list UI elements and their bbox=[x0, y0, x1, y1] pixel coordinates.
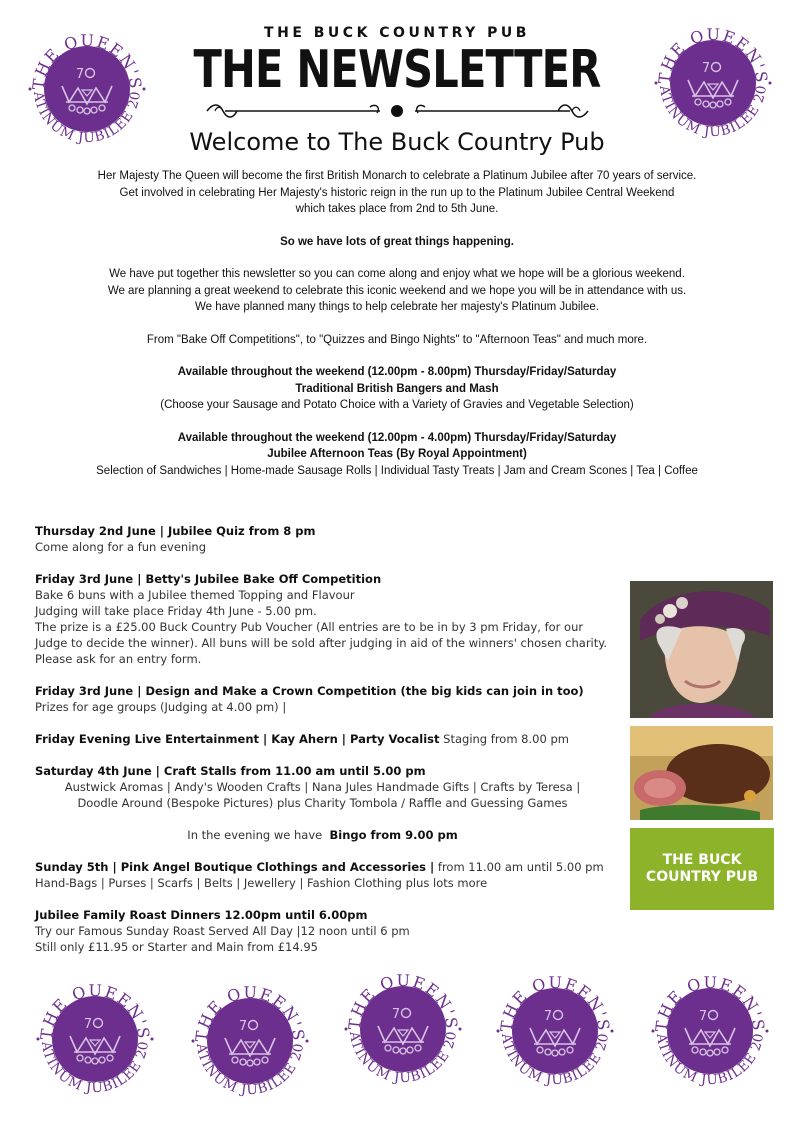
event-desc: Judging will take place Friday 4th June - 5.00 pm. bbox=[35, 604, 317, 618]
jubilee-emblem-bottom bbox=[30, 974, 160, 1104]
offer-availability: Available throughout the weekend (12.00pm - 4.00pm) Thursday/Friday/Saturday bbox=[177, 431, 617, 444]
event-title: Bingo from 9.00 pm bbox=[329, 828, 458, 842]
roast-beef-photo bbox=[630, 726, 773, 820]
jubilee-emblem-bottom bbox=[338, 964, 468, 1094]
event-desc: Try our Famous Sunday Roast Served All Day |12 noon until 6 pm bbox=[35, 924, 410, 938]
jubilee-emblem-bottom bbox=[490, 966, 620, 1096]
event-title: Sunday 5th | Pink Angel Boutique Clothings and Accessories | bbox=[35, 860, 435, 874]
offer-name: Jubilee Afternoon Teas (By Royal Appointment) bbox=[267, 448, 527, 460]
event-desc: Bake 6 buns with a Jubilee themed Topping and Flavour bbox=[35, 588, 355, 602]
intro-line: We are planning a great weekend to celebrate this iconic weekend and we hope you will be in attendance with us. bbox=[107, 284, 687, 297]
event-desc: Hand-Bags | Purses | Scarfs | Belts | Jewellery | Fashion Clothing plus lots more bbox=[35, 876, 488, 890]
intro-section bbox=[45, 168, 749, 479]
offer-details: Selection of Sandwiches | Home-made Sausage Rolls | Individual Tasty Treats | Jam and Cream Scones | Tea | Coffee bbox=[96, 464, 698, 477]
intro-line: We have put together this newsletter so you can come along and enjoy what we hope will be a glorious weekend. bbox=[109, 268, 685, 280]
newsletter-title: THE NEWSLETTER bbox=[193, 40, 601, 100]
event-title: Saturday 4th June | Craft Stalls from 11.00 am until 5.00 pm bbox=[35, 764, 426, 778]
intro-line: Her Majesty The Queen will become the first British Monarch to celebrate a Platinum Jubilee after 70 years of service. bbox=[97, 170, 697, 182]
event-desc: Austwick Aromas | Andy's Wooden Crafts | Nana Jules Handmade Gifts | Crafts by Teresa | bbox=[64, 780, 581, 794]
intro-highlight: So we have lots of great things happening. bbox=[280, 235, 514, 248]
event-desc: from 11.00 am until 5.00 pm bbox=[437, 860, 604, 874]
event-desc: In the evening we have bbox=[187, 828, 323, 842]
intro-line: Get involved in celebrating Her Majesty's historic reign in the run up to the Platinum Jubilee Central Weekend bbox=[119, 186, 675, 199]
jubilee-emblem-bottom bbox=[645, 966, 775, 1096]
event-title: Thursday 2nd June | Jubilee Quiz from 8 pm bbox=[35, 524, 316, 538]
event-desc: Doodle Around (Bespoke Pictures) plus Charity Tombola / Raffle and Guessing Games bbox=[77, 796, 568, 810]
logo-line: COUNTRY PUB bbox=[645, 869, 759, 885]
intro-line: From "Bake Off Competitions", to "Quizzes and Bingo Nights" to "Afternoon Teas" and much more. bbox=[146, 333, 648, 346]
jubilee-emblem-bottom bbox=[185, 976, 315, 1106]
event-desc: Prizes for age groups (Judging at 4.00 pm) | bbox=[35, 700, 287, 714]
pub-logo bbox=[630, 828, 774, 910]
queen-portrait-photo bbox=[630, 581, 773, 718]
event-desc: Still only £11.95 or Starter and Main from £14.95 bbox=[35, 940, 318, 954]
intro-line: We have planned many things to help celebrate her majesty's Platinum Jubilee. bbox=[194, 301, 600, 313]
pub-name-kicker: THE BUCK COUNTRY PUB bbox=[264, 25, 530, 41]
event-desc: Come along for a fun evening bbox=[35, 540, 207, 554]
welcome-heading: Welcome to The Buck Country Pub bbox=[189, 128, 605, 156]
event-title: Friday 3rd June | Betty's Jubilee Bake Off Competition bbox=[35, 572, 382, 586]
event-desc: Staging from 8.00 pm bbox=[443, 732, 569, 746]
ornamental-divider bbox=[205, 101, 590, 121]
events-section bbox=[35, 523, 610, 955]
event-title: Friday 3rd June | Design and Make a Crown Competition (the big kids can join in too) bbox=[35, 684, 584, 698]
logo-line: THE BUCK bbox=[662, 852, 742, 868]
intro-line: which takes place from 2nd to 5th June. bbox=[295, 203, 499, 215]
event-title: Jubilee Family Roast Dinners 12.00pm until 6.00pm bbox=[35, 908, 368, 922]
event-desc: The prize is a £25.00 Buck Country Pub Voucher (All entries are to be in by 3 pm Friday, for our Judge to decide the winner). All buns will be sold after judging in aid of the winners' chosen charity. Please ask for an entry form. bbox=[35, 620, 608, 666]
offer-details: (Choose your Sausage and Potato Choice with a Variety of Gravies and Vegetable Selection) bbox=[160, 399, 634, 411]
offer-availability: Available throughout the weekend (12.00pm - 8.00pm) Thursday/Friday/Saturday bbox=[177, 366, 617, 378]
offer-name: Traditional British Bangers and Mash bbox=[295, 382, 499, 395]
event-title: Friday Evening Live Entertainment | Kay Ahern | Party Vocalist bbox=[35, 732, 440, 746]
